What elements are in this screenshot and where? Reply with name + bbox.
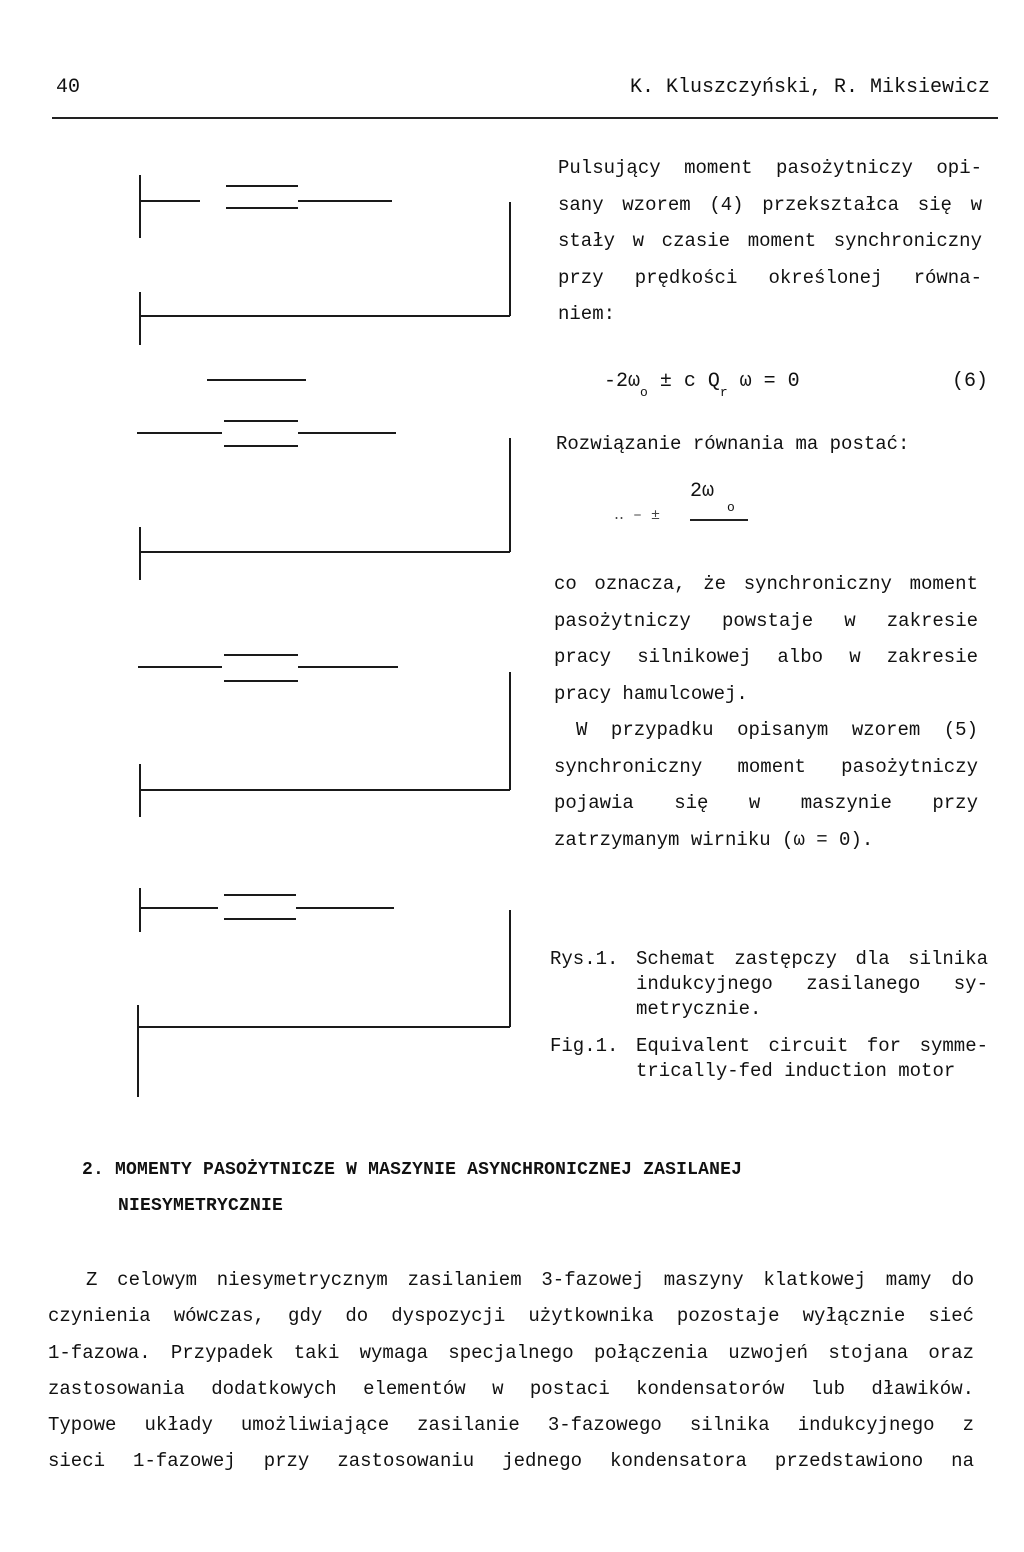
running-header-authors: K. Kluszczyński, R. Miksiewicz xyxy=(630,76,991,99)
equation-term: ± c Q xyxy=(647,370,720,393)
body-paragraph xyxy=(48,1262,974,1480)
section-title-line2: NIESYMETRYCZNIE xyxy=(118,1196,284,1216)
figure-label-pl: Rys.1. xyxy=(550,948,619,970)
caption-line: Schemat zastępczy dla silnika xyxy=(636,948,988,970)
equation-term: ω = 0 xyxy=(739,370,800,393)
solution-label: Rozwiązanie równania ma postać: xyxy=(556,433,910,455)
fraction-bar xyxy=(690,519,748,521)
intro-line: sany wzorem (4) przekształca się w xyxy=(558,193,982,216)
section-title-line1: MOMENTY PASOŻYTNICZE W MASZYNIE ASYNCHRONICZNEJ ZASILANEJ xyxy=(115,1160,743,1180)
equation-6 xyxy=(604,370,800,400)
figure-caption-pl xyxy=(636,947,988,1022)
explanation-line: W przypadku opisanym wzorem (5) xyxy=(576,719,978,741)
intro-line: stały w czasie moment synchroniczny xyxy=(558,230,982,252)
caption-line: trically-fed induction motor xyxy=(636,1060,956,1082)
caption-line: metrycznie. xyxy=(636,998,762,1020)
explanation-paragraph xyxy=(554,566,978,858)
intro-line: przy prędkości określonej równa- xyxy=(558,266,982,289)
body-line: zastosowania dodatkowych elementów w postaci kondensatorów lub dławików. xyxy=(48,1377,974,1400)
equation-subscript: o xyxy=(640,385,648,400)
caption-line: Equivalent circuit for symme- xyxy=(636,1035,988,1057)
equivalent-circuit-diagram xyxy=(0,0,520,1110)
explanation-line: pasożytniczy powstaje w zakresie xyxy=(554,609,978,632)
body-line: sieci 1-fazowej przy zastosowaniu jednego kondensatora przedstawiono na xyxy=(48,1450,974,1473)
body-line: czynienia wówczas, gdy do dyspozycji użytkownika pozostaje wyłącznie sieć xyxy=(48,1305,974,1328)
explanation-line: pracy silnikowej albo w zakresie xyxy=(554,646,978,668)
explanation-line: pracy hamulcowej. xyxy=(554,682,748,705)
solution-subscript: o xyxy=(727,500,735,515)
explanation-line: co oznacza, że synchroniczny moment xyxy=(554,573,978,595)
body-line: Typowe układy umożliwiające zasilanie 3-fazowego silnika indukcyjnego z xyxy=(48,1414,974,1437)
equation-subscript: r xyxy=(719,385,728,400)
page-number: 40 xyxy=(56,76,81,99)
equation-number: (6) xyxy=(952,370,989,393)
explanation-line: zatrzymanym wirniku (ω = 0). xyxy=(554,828,874,851)
figure-caption-en xyxy=(636,1034,988,1084)
figure-label-en: Fig.1. xyxy=(550,1035,619,1057)
solution-numerator: 2ω xyxy=(690,480,715,503)
solution-prefix: ‥ ‒ ± xyxy=(614,507,661,524)
body-line: 1-fazowa. Przypadek taki wymaga specjalnego połączenia uzwojeń stojana oraz xyxy=(48,1341,974,1364)
intro-line: Pulsujący moment pasożytniczy opi- xyxy=(558,157,982,179)
body-line: Z celowym niesymetrycznym zasilaniem 3-fazowej maszyny klatkowej mamy do xyxy=(86,1269,974,1291)
intro-line: niem: xyxy=(558,303,616,325)
explanation-line: pojawia się w maszynie przy xyxy=(554,792,978,814)
explanation-line: synchroniczny moment pasożytniczy xyxy=(554,755,978,778)
caption-line: indukcyjnego zasilanego sy- xyxy=(636,973,988,995)
section-heading xyxy=(82,1152,742,1188)
equation-term: -2ω xyxy=(604,370,641,393)
intro-paragraph xyxy=(558,150,982,333)
section-number: 2. xyxy=(82,1160,105,1180)
